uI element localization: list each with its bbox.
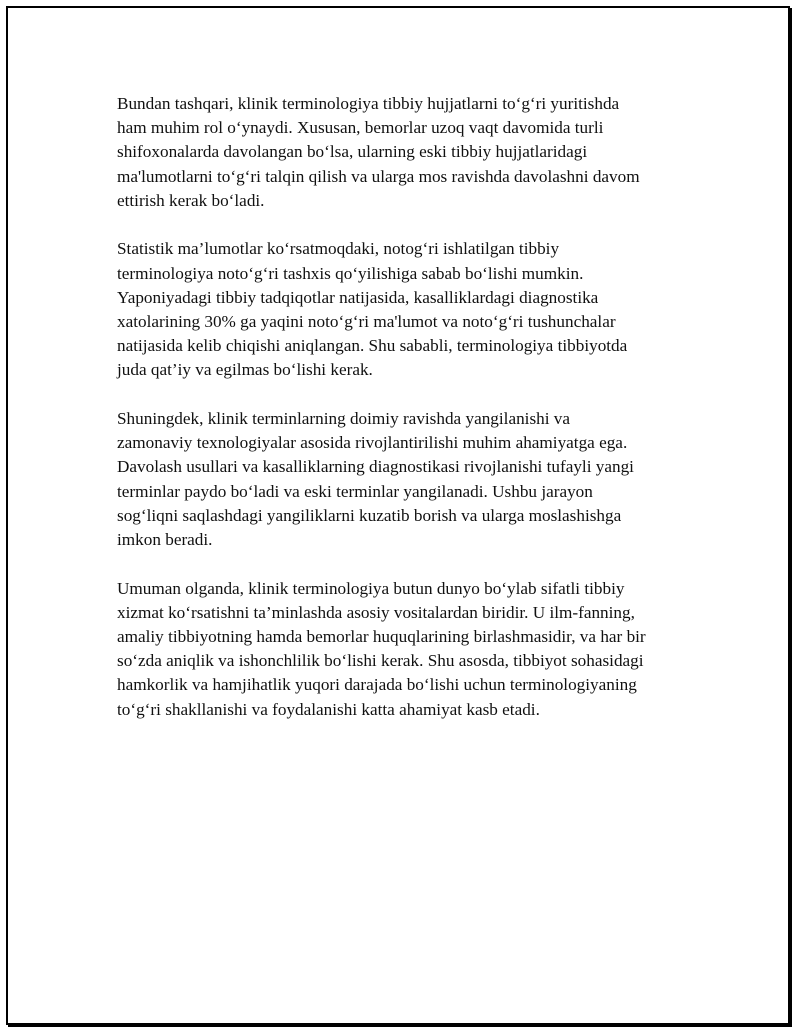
document-body [117,92,697,746]
paragraph-3: Shuningdek, klinik terminlarning doimiy ravishda yangilanishi va zamonaviy texnologiyalar asosida rivojlantirilishi muhim ahamiyatga ega. Davolash usullari va kasalliklarning diagnostikasi rivojlanishi tufayli yangi terminlar paydo bo‘ladi va eski terminlar yangilanadi. Ushbu jarayon sog‘liqni saqlashdagi yangiliklarni kuzatib borish va ularga moslashishga imkon beradi. [117,409,634,550]
paragraph-4: Umuman olganda, klinik terminologiya butun dunyo bo‘ylab sifatli tibbiy xizmat ko‘rsatishni ta’minlashda asosiy vositalardan biridir. U ilm-fanning, amaliy tibbiyotning hamda bemorlar huquqlarining birlashmasidir, va har bir so‘zda aniqlik va ishonchlilik bo‘lishi kerak. Shu asosda, tibbiyot sohasidagi hamkorlik va hamjihatlik yuqori darajada bo‘lishi uchun terminologiyaning to‘g‘ri shakllanishi va foydalanishi katta ahamiyat kasb etadi. [117,578,646,719]
paragraph-2: Statistik ma’lumotlar ko‘rsatmoqdaki, notog‘ri ishlatilgan tibbiy terminologiya noto‘g‘ri tashxis qo‘yilishiga sabab bo‘lishi mumkin. Yaponiyadagi tibbiy tadqiqotlar natijasida, kasalliklardagi diagnostika xatolarining 30% ga yaqini noto‘g‘ri ma'lumot va noto‘g‘ri tushunchalar natijasida kelib chiqishi aniqlangan. Shu sababli, terminologiya tibbiyotda juda qat’iy va egilmas bo‘lishi kerak. [117,239,628,380]
paragraph-1: Bundan tashqari, klinik terminologiya tibbiy hujjatlarni to‘g‘ri yuritishda ham muhim rol o‘ynaydi. Xususan, bemorlar uzoq vaqt davomida turli shifoxonalarda davolangan bo‘lsa, ularning eski tibbiy hujjatlaridagi ma'lumotlarni to‘g‘ri talqin qilish va ularga mos ravishda davolashni davom ettirish kerak bo‘ladi. [117,94,640,210]
